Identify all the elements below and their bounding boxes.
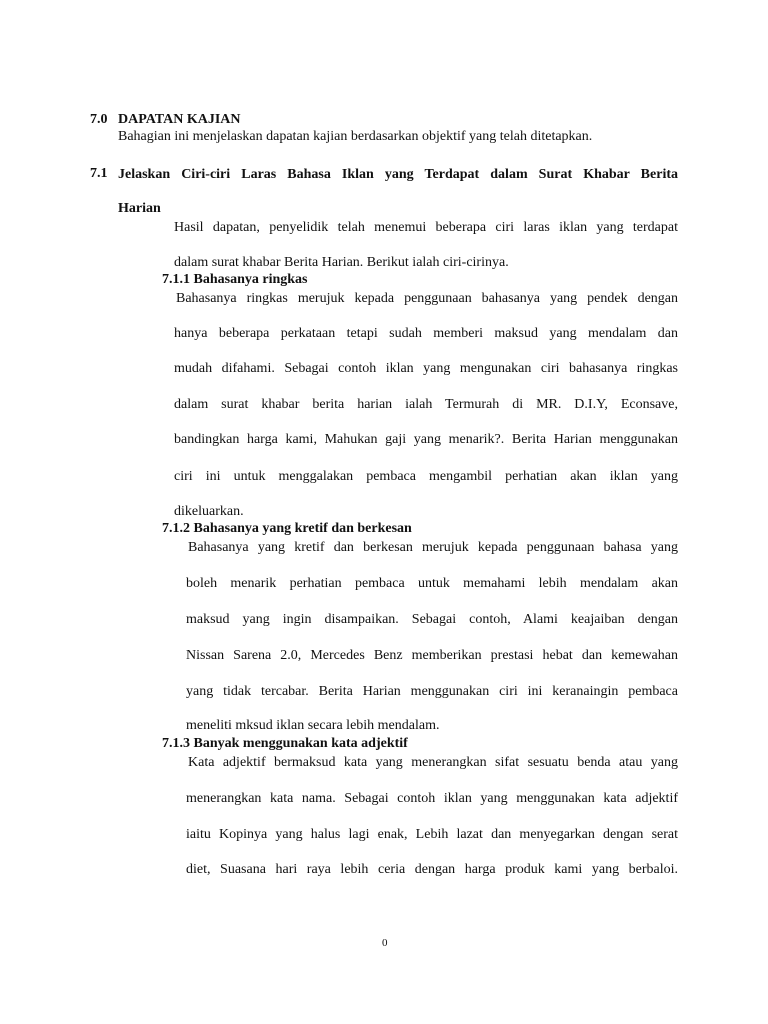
paragraph-line: Nissan Sarena 2.0, Mercedes Benz memberikan prestasi hebat dan kemewahan bbox=[186, 648, 678, 663]
subsection-number: 7.1 bbox=[90, 166, 108, 181]
paragraph-line: bandingkan harga kami, Mahukan gaji yang menarik?. Berita Harian menggunakan bbox=[174, 432, 678, 447]
paragraph-line: dikeluarkan. bbox=[174, 504, 244, 519]
subheading-7-1-3: 7.1.3 Banyak menggunakan kata adjektif bbox=[162, 736, 408, 751]
subheading-7-1-2: 7.1.2 Bahasanya yang kretif dan berkesan bbox=[162, 521, 412, 536]
paragraph-line: maksud yang ingin disampaikan. Sebagai contoh, Alami keajaiban dengan bbox=[186, 612, 678, 627]
page-number: 0 bbox=[382, 937, 388, 949]
paragraph-line: dalam surat khabar berita harian ialah Termurah di MR. D.I.Y, Econsave, bbox=[174, 397, 678, 412]
paragraph-line: Bahasanya yang kretif dan berkesan merujuk kepada penggunaan bahasa yang bbox=[188, 540, 678, 555]
subsection-title-line1: Jelaskan Ciri-ciri Laras Bahasa Iklan yang Terdapat dalam Surat Khabar Berita bbox=[118, 167, 678, 182]
paragraph-line: hanya beberapa perkataan tetapi sudah memberi maksud yang mendalam dan bbox=[174, 326, 678, 341]
paragraph-line: Bahasanya ringkas merujuk kepada penggunaan bahasanya yang pendek dengan bbox=[176, 291, 678, 306]
paragraph-line: dalam surat khabar Berita Harian. Berikut ialah ciri-cirinya. bbox=[174, 255, 509, 270]
paragraph-line: iaitu Kopinya yang halus lagi enak, Lebih lazat dan menyegarkan dengan serat bbox=[186, 827, 678, 842]
paragraph-line: menerangkan kata nama. Sebagai contoh iklan yang menggunakan kata adjektif bbox=[186, 791, 678, 806]
paragraph-line: boleh menarik perhatian pembaca untuk memahami lebih mendalam akan bbox=[186, 576, 678, 591]
paragraph-line: ciri ini untuk menggalakan pembaca mengambil perhatian akan iklan yang bbox=[174, 469, 678, 484]
paragraph-line: Hasil dapatan, penyelidik telah menemui beberapa ciri laras iklan yang terdapat bbox=[174, 220, 678, 235]
section-intro: Bahagian ini menjelaskan dapatan kajian berdasarkan objektif yang telah ditetapkan. bbox=[118, 129, 593, 144]
paragraph-line: diet, Suasana hari raya lebih ceria dengan harga produk kami yang berbaloi. bbox=[186, 862, 678, 877]
section-title: DAPATAN KAJIAN bbox=[118, 112, 241, 127]
subsection-title-line2: Harian bbox=[118, 201, 161, 216]
paragraph-line: yang tidak tercabar. Berita Harian menggunakan ciri ini keranaingin pembaca bbox=[186, 684, 678, 699]
subheading-7-1-1: 7.1.1 Bahasanya ringkas bbox=[162, 272, 308, 287]
section-number: 7.0 bbox=[90, 112, 108, 127]
paragraph-line: mudah difahami. Sebagai contoh iklan yang mengunakan ciri bahasanya ringkas bbox=[174, 361, 678, 376]
paragraph-line: Kata adjektif bermaksud kata yang menerangkan sifat sesuatu benda atau yang bbox=[188, 755, 678, 770]
paragraph-line: meneliti mksud iklan secara lebih mendalam. bbox=[186, 718, 440, 733]
